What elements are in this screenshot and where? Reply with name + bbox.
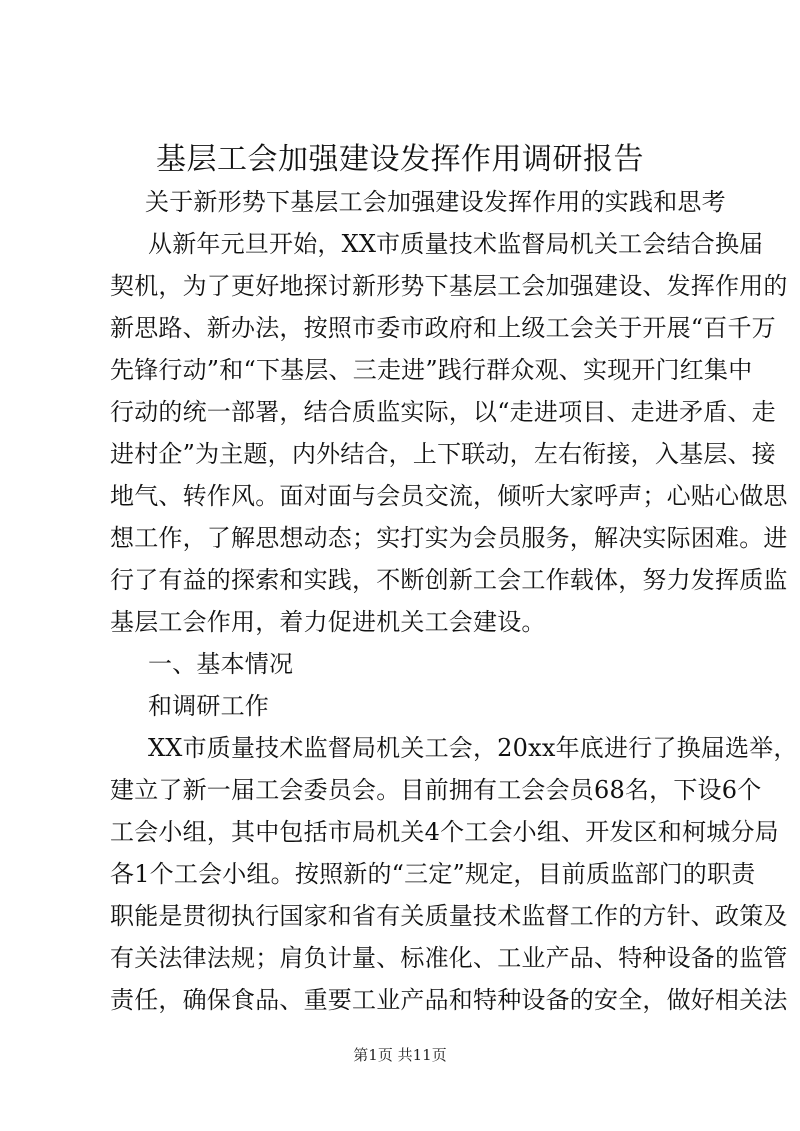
subtitle-line: 关于新形势下基层工会加强建设发挥作用的实践和思考 xyxy=(145,188,726,216)
section-heading: 一、基本情况 xyxy=(148,650,294,678)
paragraph-line: 先锋行动”和“下基层、三走进”践行群众观、实现开门红集中 xyxy=(110,356,753,384)
page-title: 基层工会加强建设发挥作用调研报告 xyxy=(156,142,644,177)
paragraph-line: 进村企”为主题，内外结合，上下联动，左右衔接，入基层、接 xyxy=(110,440,776,468)
page-number: 第1页 共11页 xyxy=(353,1046,447,1064)
paragraph-line: 各1个工会小组。按照新的“三定”规定，目前质监部门的职责 xyxy=(110,860,756,888)
paragraph-line: 行了有益的探索和实践，不断创新工会工作载体，努力发挥质监 xyxy=(110,566,788,594)
paragraph-line: 从新年元旦开始，XX市质量技术监督局机关工会结合换届 xyxy=(148,230,764,258)
paragraph-line: XX市质量技术监督局机关工会，20xx年底进行了换届选举， xyxy=(148,734,798,762)
paragraph-line: 建立了新一届工会委员会。目前拥有工会会员68名，下设6个 xyxy=(110,776,762,804)
paragraph-line: 想工作，了解思想动态；实打实为会员服务，解决实际困难。进 xyxy=(110,524,788,552)
paragraph-line: 职能是贯彻执行国家和省有关质量技术监督工作的方针、政策及 xyxy=(110,902,788,930)
paragraph-line: 基层工会作用，着力促进机关工会建设。 xyxy=(110,608,546,636)
paragraph-line: 有关法律法规；肩负计量、标准化、工业产品、特种设备的监管 xyxy=(110,944,788,972)
paragraph-line: 地气、转作风。面对面与会员交流，倾听大家呼声；心贴心做思 xyxy=(110,482,788,510)
section-heading-continued: 和调研工作 xyxy=(148,692,269,720)
paragraph-line: 新思路、新办法，按照市委市政府和上级工会关于开展“百千万 xyxy=(110,314,776,342)
paragraph-line: 行动的统一部署，结合质监实际，以“走进项目、走进矛盾、走 xyxy=(110,398,776,426)
paragraph-line: 工会小组，其中包括市局机关4个工会小组、开发区和柯城分局 xyxy=(110,818,779,846)
paragraph-line: 责任，确保食品、重要工业产品和特种设备的安全，做好相关法 xyxy=(110,986,788,1014)
paragraph-line: 契机，为了更好地探讨新形势下基层工会加强建设、发挥作用的 xyxy=(110,272,788,300)
